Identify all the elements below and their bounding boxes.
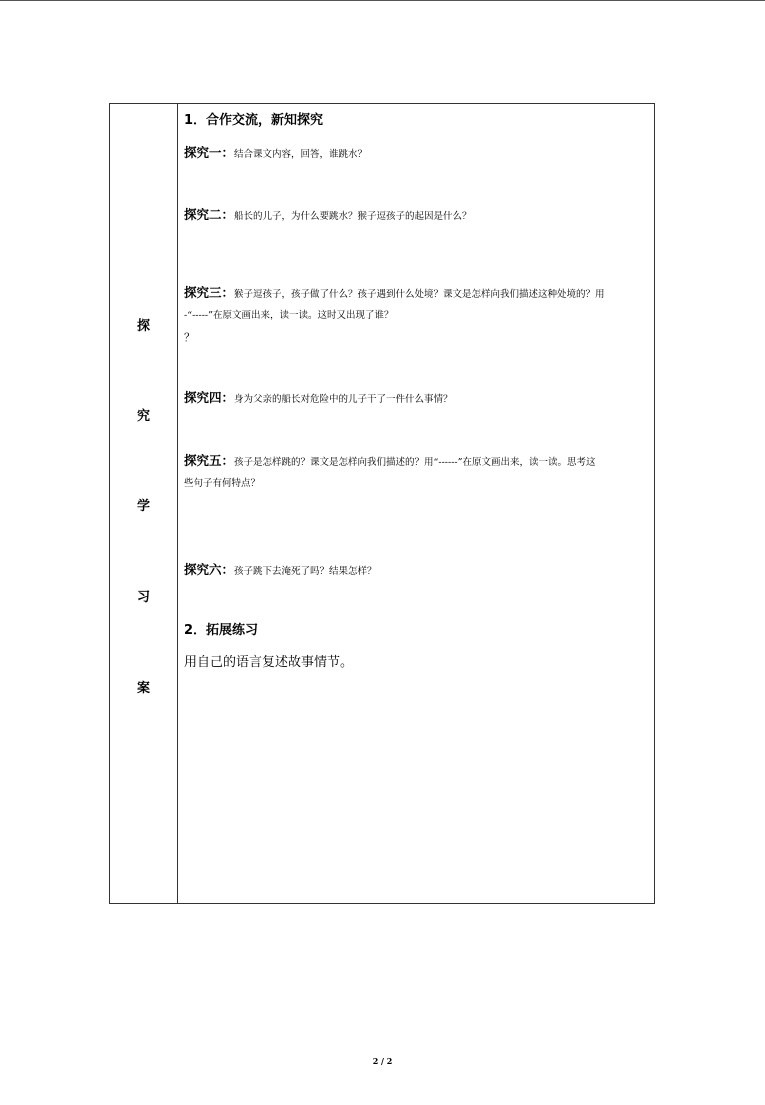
top-rule	[0, 0, 765, 1]
section2-heading: 2．拓展练习	[184, 623, 259, 638]
page-number: 2 / 2	[372, 1056, 393, 1066]
question-text: 猴子逗孩子，孩子做了什么？孩子遇到什么处境？课文是怎样向我们描述这种处境的？用	[234, 289, 605, 300]
column-divider	[177, 104, 178, 903]
question-text-line2: -“-----”在原文画出来，读一读。这时又出现了谁？	[184, 310, 394, 321]
question-6	[184, 559, 652, 583]
question-text: 孩子是怎样跳的？课文是怎样向我们描述的？用“------”在原文画出来，读一读。思考这	[234, 457, 596, 468]
section2-text: 用自己的语言复述故事情节。	[184, 655, 354, 670]
question-2	[184, 204, 652, 228]
question-text: 孩子跳下去淹死了吗？结果怎样？	[234, 566, 377, 577]
side-label-char: 究	[136, 409, 150, 424]
question-4	[184, 387, 652, 411]
question-label: 探究一：	[184, 145, 235, 160]
question-3	[184, 282, 652, 326]
question-label: 探究五：	[184, 453, 235, 468]
question-text-line2: 些句子有何特点？	[184, 478, 261, 489]
question-text: 结合课文内容，回答，谁跳水？	[234, 149, 368, 160]
question-5	[184, 450, 652, 494]
question-text: 身为父亲的船长对危险中的儿子干了一件什么事情？	[234, 394, 453, 405]
question-text: 船长的儿子，为什么要跳水？猴子逗孩子的起因是什么？	[234, 211, 472, 222]
side-label-char: 探	[136, 319, 150, 334]
section1-heading: 1．合作交流，新知探究	[184, 113, 324, 128]
question-label: 探究四：	[184, 390, 235, 405]
stray-question-mark: ？	[184, 331, 195, 344]
side-label-char: 案	[136, 681, 150, 696]
side-label-char: 学	[136, 499, 150, 514]
question-1	[184, 142, 652, 166]
question-label: 探究二：	[184, 207, 235, 222]
side-label-char: 习	[136, 590, 150, 605]
question-label: 探究三：	[184, 285, 235, 300]
question-label: 探究六：	[184, 562, 235, 577]
study-table	[109, 103, 655, 904]
